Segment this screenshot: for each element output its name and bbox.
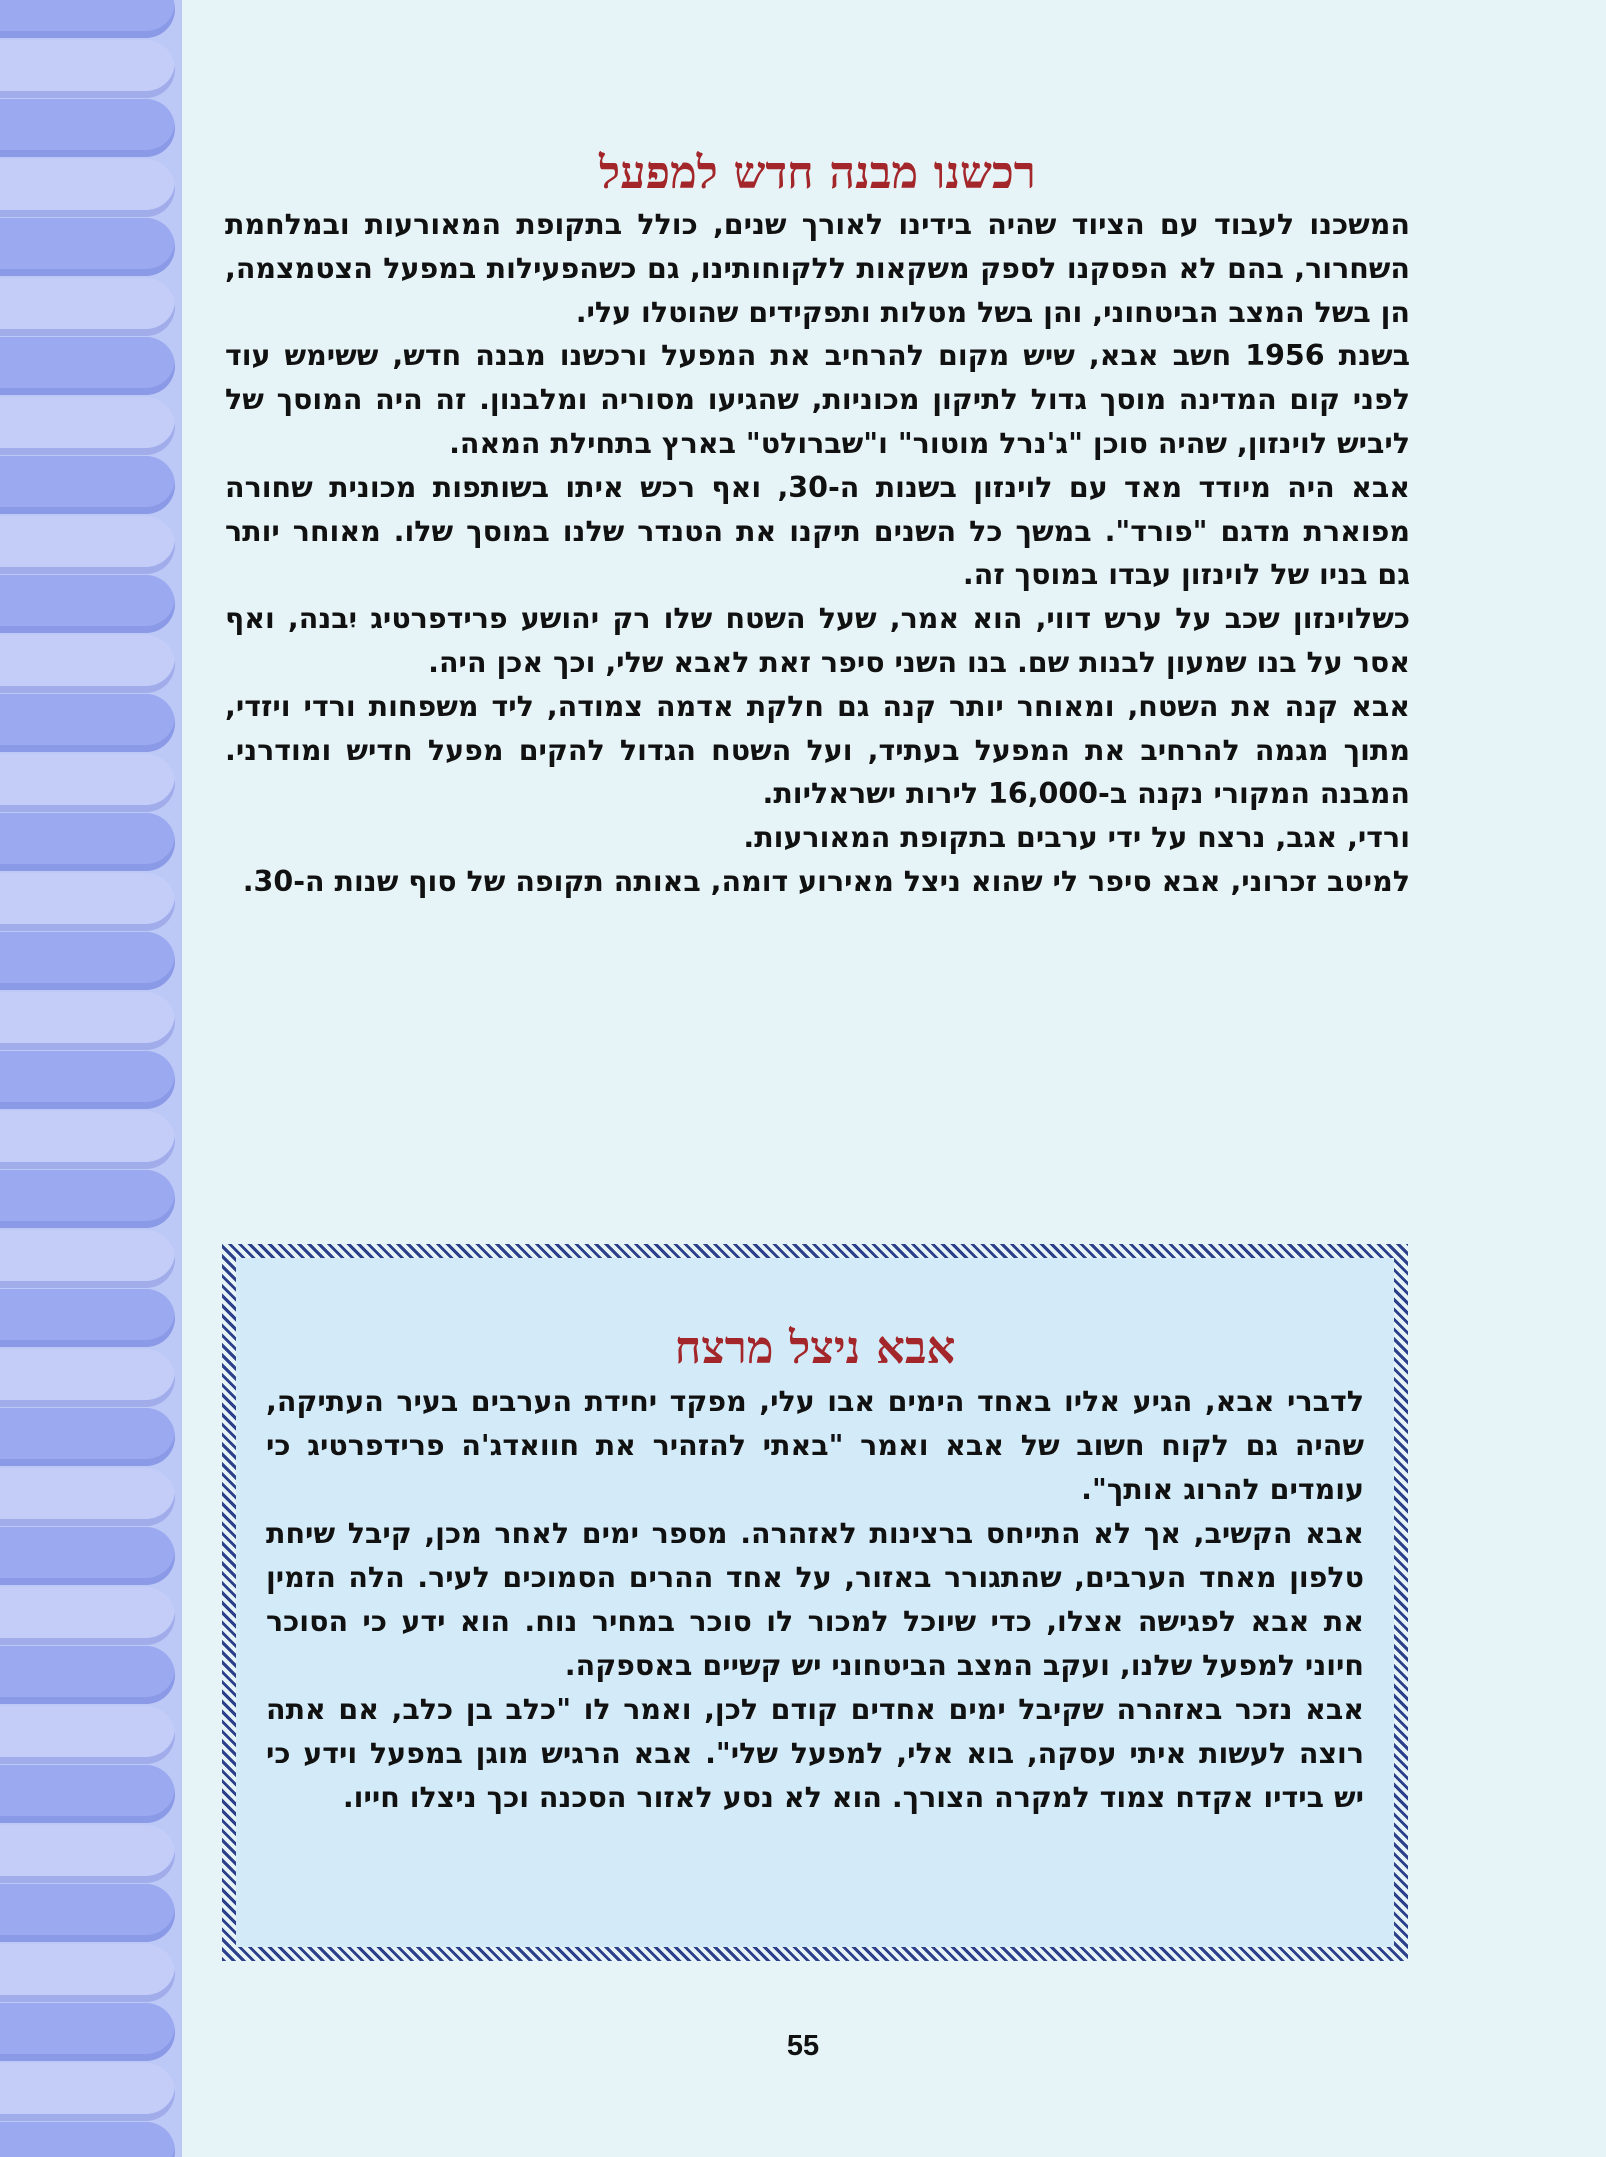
binding-tab-icon bbox=[0, 1051, 175, 1109]
binding-tab-icon bbox=[0, 0, 175, 38]
binding-tab-icon bbox=[0, 873, 175, 931]
paragraph: אבא קנה את השטח, ומאוחר יותר קנה גם חלקת אדמה צמודה, ליד משפחות ורדי ויזדי, מתוך מגמה להרחיב את המפעל בעתיד, ועל השטח הגדול להקים מפעל חדיש ומודרני. המבנה המקורי נקנה ב-16,000 לירות ישראליות. bbox=[225, 689, 1410, 811]
binding-tab-icon bbox=[0, 1170, 175, 1228]
paragraph: אבא היה מיודד מאד עם לוינזון בשנות ה-30, ואף רכש איתו בשותפות מכונית שחורה מפוארת מדגם "פורד". במשך כל השנים תיקנו את הטנדר שלנו במוסך שלו. מאוחר יותר גם בניו של לוינזון עבדו במוסך זה. bbox=[225, 470, 1410, 592]
binding-tab-icon bbox=[0, 754, 175, 812]
box-paragraph: לדברי אבא, הגיע אליו באחד הימים אבו עלי, מפקד יחידת הערבים בעיר העתיקה, שהיה גם לקוח חשוב של אבא ואמר "באתי להזהיר את חוואדג'ה פרידפרטיג כי עומדים להרוג אותך". bbox=[266, 1385, 1364, 1506]
binding-tab-icon bbox=[0, 337, 175, 395]
binding-strip bbox=[0, 0, 182, 2157]
binding-tab-icon bbox=[0, 516, 175, 574]
binding-tab-icon bbox=[0, 1468, 175, 1526]
binding-tab-icon bbox=[0, 1765, 175, 1823]
binding-tab-icon bbox=[0, 1706, 175, 1764]
binding-tab-icon bbox=[0, 1825, 175, 1883]
binding-tab-icon bbox=[0, 456, 175, 514]
paragraph: המשכנו לעבוד עם הציוד שהיה בידינו לאורך שנים, כולל בתקופת המאורעות ובמלחמת השחרור, בהם לא הפסקנו לספק משקאות ללקוחותינו, גם כשהפעילות במפעל הצטמצמה, הן בשל המצב הביטחוני, והן בשל מטלות ותפקידים שהוטלו עלי. bbox=[225, 208, 1410, 329]
binding-tab-icon bbox=[0, 1349, 175, 1407]
sidebar-story-box bbox=[222, 1244, 1408, 1961]
binding-tab-icon bbox=[0, 1884, 175, 1942]
binding-tab-icon bbox=[0, 1527, 175, 1585]
binding-tab-icon bbox=[0, 932, 175, 990]
box-title: אבא ניצל מרצח bbox=[674, 1321, 956, 1374]
paragraph: ורדי, אגב, נרצח על ידי ערבים בתקופת המאורעות. bbox=[743, 821, 1410, 855]
binding-tab-icon bbox=[0, 278, 175, 336]
binding-tab-icon bbox=[0, 2063, 175, 2121]
binding-tab-icon bbox=[0, 218, 175, 276]
binding-tab-icon bbox=[0, 635, 175, 693]
section-title: רכשנו מבנה חדש למפעל bbox=[599, 146, 1036, 199]
page-number: 55 bbox=[786, 2030, 820, 2062]
binding-tab-icon bbox=[0, 2122, 175, 2157]
paragraph: כשלוינזון שכב על ערש דווי, הוא אמר, שעל השטח שלו רק יהושע פרידפרטיג יִבנה, ואף אסר על בנו שמעון לבנות שם. בנו השני סיפר זאת לאבא שלי, וכך אכן היה. bbox=[225, 602, 1410, 679]
main-article bbox=[225, 145, 1410, 904]
binding-tab-icon bbox=[0, 813, 175, 871]
binding-tab-icon bbox=[0, 694, 175, 752]
binding-tab-icon bbox=[0, 40, 175, 98]
binding-tab-icon bbox=[0, 1646, 175, 1704]
box-paragraph: אבא נזכר באזהרה שקיבל ימים אחדים קודם לכן, ואמר לו "כלב בן כלב, אם אתה רוצה לעשות איתי עסקה, בוא אלי, למפעל שלי". אבא הרגיש מוגן במפעל וידע כי יש בידיו אקדח צמוד למקרה הצורך. הוא לא נסע לאזור הסכנה וכך ניצלו חייו. bbox=[266, 1693, 1364, 1814]
binding-tab-icon bbox=[0, 1944, 175, 2002]
binding-tab-icon bbox=[0, 1230, 175, 1288]
binding-tab-icon bbox=[0, 1587, 175, 1645]
binding-tab-icon bbox=[0, 1408, 175, 1466]
paragraph: למיטב זכרוני, אבא סיפר לי שהוא ניצל מאירוע דומה, באותה תקופה של סוף שנות ה-30. bbox=[242, 864, 1410, 898]
binding-tab-icon bbox=[0, 99, 175, 157]
paragraph: בשנת 1956 חשב אבא, שיש מקום להרחיב את המפעל ורכשנו מבנה חדש, ששימש עוד לפני קום המדינה מוסך גדול לתיקון מכוניות, שהגיעו מסוריה ומלבנון. זה היה המוסך של ליביש לוינזון, שהיה סוכן "ג'נרל מוטור" ו"שברולט" בארץ בתחילת המאה. bbox=[225, 339, 1410, 460]
box-paragraph: אבא הקשיב, אך לא התייחס ברצינות לאזהרה. מספר ימים לאחר מכן, קיבל שיחת טלפון מאחד הערבים, שהתגורר באזור, על אחד ההרים הסמוכים לעיר. הלה הזמין את אבא לפגישה אצלו, כדי שיוכל למכור לו סוכר במחיר נוח. הוא ידע כי הסוכר חיוני למפעל שלנו, ועקב המצב הביטחוני יש קשיים באספקה. bbox=[266, 1517, 1364, 1682]
binding-tab-icon bbox=[0, 1111, 175, 1169]
binding-tab-icon bbox=[0, 397, 175, 455]
binding-tab-icon bbox=[0, 1289, 175, 1347]
binding-tab-icon bbox=[0, 992, 175, 1050]
binding-tab-icon bbox=[0, 159, 175, 217]
binding-tab-icon bbox=[0, 575, 175, 633]
